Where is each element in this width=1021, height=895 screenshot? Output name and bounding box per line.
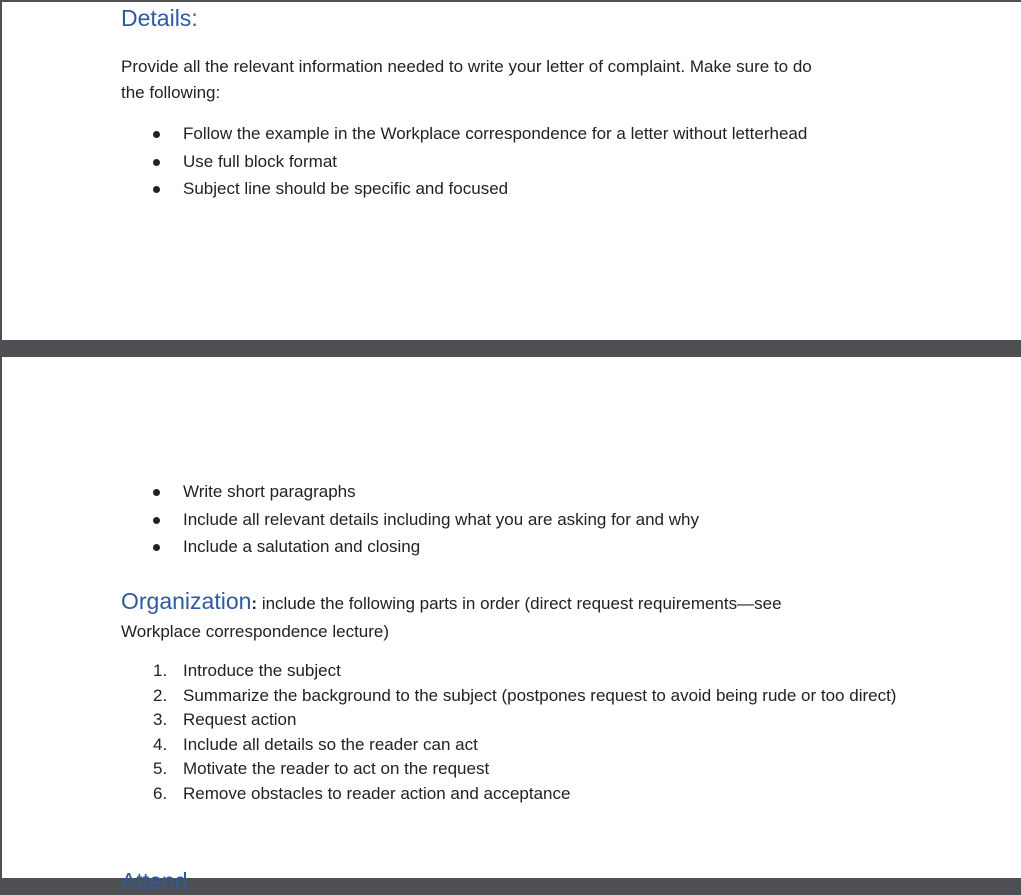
list-item — [153, 478, 913, 506]
list-item — [153, 659, 923, 684]
step-number: 4. — [153, 734, 168, 754]
list-item — [153, 120, 913, 148]
details-heading-colon: : — [191, 5, 198, 31]
step-number: 6. — [153, 783, 168, 803]
organization-desc-line-1: include the following parts in order (direct request requirements—see — [257, 594, 782, 613]
details-intro-line-1: Provide all the relevant information needed to write your letter of complaint. Make sure to do — [121, 57, 812, 76]
details-heading-text: Details — [121, 5, 192, 31]
details-bullet-list-1 — [153, 120, 913, 203]
step-number: 1. — [153, 661, 168, 680]
list-item — [153, 708, 923, 733]
step-text: Include all details so the reader can act — [183, 734, 478, 754]
list-item — [153, 175, 913, 203]
bullet-icon — [153, 517, 160, 524]
list-item — [153, 533, 913, 561]
step-text: Motivate the reader to act on the request — [183, 759, 490, 778]
step-number: 2. — [153, 685, 168, 705]
list-item — [153, 733, 923, 758]
list-item — [153, 757, 923, 782]
document-page-2 — [2, 357, 1021, 894]
list-item-text: Include all relevant details including what you are asking for and why — [183, 509, 699, 529]
step-text: Summarize the background to the subject (postpones request to avoid being rude or too direct) — [183, 685, 897, 705]
list-item — [153, 782, 923, 807]
list-item — [153, 684, 923, 709]
details-intro — [121, 54, 921, 106]
details-bullet-list-2 — [153, 478, 913, 561]
bullet-icon — [153, 159, 160, 166]
organization-heading — [121, 588, 257, 614]
step-number: 5. — [153, 759, 168, 778]
next-section-heading-text: Attend — [121, 868, 188, 894]
organization-heading-row — [121, 587, 921, 619]
list-item-text: Write short paragraphs — [183, 482, 356, 501]
details-heading — [121, 4, 198, 32]
step-text: Introduce the subject — [183, 661, 341, 680]
list-item-text: Subject line should be specific and focused — [183, 179, 509, 198]
organization-heading-text: Organization — [121, 588, 252, 614]
list-item-text: Follow the example in the Workplace correspondence for a letter without letterhead — [183, 124, 808, 143]
details-intro-line-2: the following: — [121, 83, 221, 102]
list-item — [153, 148, 913, 176]
bullet-icon — [153, 131, 160, 138]
step-text: Remove obstacles to reader action and acceptance — [183, 783, 571, 803]
bullet-icon — [153, 186, 160, 193]
document-page-1 — [2, 0, 1021, 340]
bullet-icon — [153, 489, 160, 496]
organization-desc-line-2: Workplace correspondence lecture) — [121, 622, 390, 641]
step-text: Request action — [183, 710, 297, 729]
list-item-text: Include a salutation and closing — [183, 537, 421, 556]
next-section-heading-partial — [121, 867, 241, 894]
list-item — [153, 506, 913, 534]
step-number: 3. — [153, 710, 168, 729]
organization-steps-list — [153, 659, 923, 806]
bullet-icon — [153, 544, 160, 551]
list-item-text: Use full block format — [183, 151, 337, 171]
organization-heading-colon: : — [251, 594, 258, 613]
